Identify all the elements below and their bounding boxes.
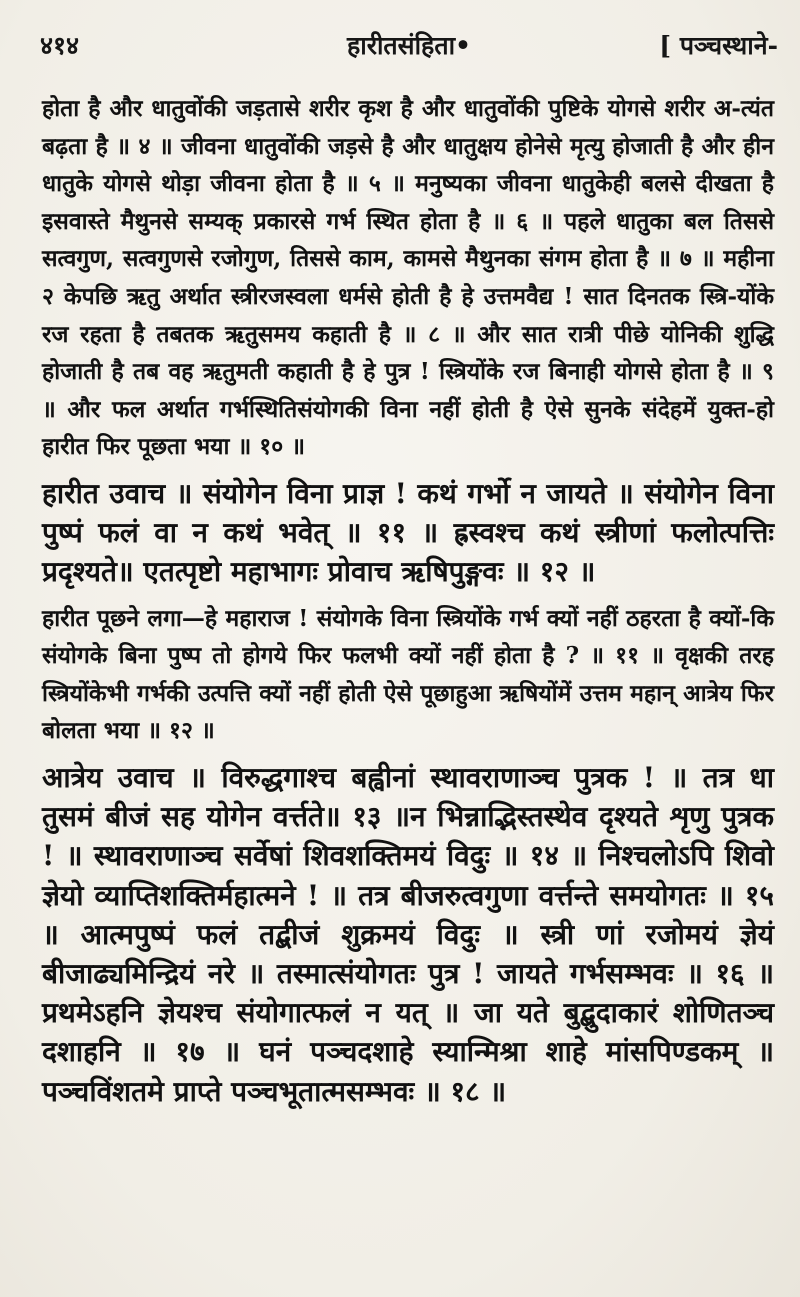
page-number: ४१४ — [40, 31, 80, 60]
commentary-paragraph: होता है और धातुवोंकी जड़तासे शरीर कृश है और धातुवोंकी पुष्टिके योगसे शरीर अ-त्यंत बढ़ता है ॥ ४ ॥ जीवना धातुवोंकी जड़से है और धातुक्षय होनेसे मृत्यु होजाती है और हीन धातुके योगसे थोड़ा जीवना होता है ॥ ५ ॥ मनुष्यका जीवना धातुकेही बलसे दीखता है इसवास्ते मैथुनसे सम्यक् प्रकारसे गर्भ स्थित होता है ॥ ६ ॥ पहले धातुका बल तिससे सत्वगुण, सत्वगुणसे रजोगुण, तिससे काम, कामसे मैथुनका संगम होता है ॥ ७ ॥ महीना २ केपछि ऋतु अर्थात स्त्रीरजस्वला धर्मसे होती है हे उत्तमवैद्य ! सात दिनतक स्त्रि-योंके रज रहता है तबतक ऋतुसमय कहाती है ॥ ८ ॥ और सात रात्री पीछे योनिकी शुद्धि होजाती है तब वह ऋतुमती कहाती है हे पुत्र ! स्त्रियोंके रज बिनाही योगसे होता है ॥ ९ ॥ और फल अर्थात गर्भस्थितिसंयोगकी विना नहीं होती है ऐसे सुनके संदेहमें युक्त-हो हारीत फिर पूछता भया ॥ १० ॥ — [42, 95, 774, 461]
running-title: हारीतसंहिता• — [346, 31, 472, 60]
page-body — [42, 90, 774, 1119]
sanskrit-verse: आत्रेय उवाच ॥ विरुद्धगाश्च बह्वीनां स्थावराणाञ्च पुत्रक ! ॥ तत्र धा तुसमं बीजं सह योगेन वर्त्तते॥ १३ ॥न भिन्नाद्भिस्तस्थेव दृश्यते शृणु पुत्रक ! ॥ स्थावराणाञ्च सर्वेषां शिवशक्तिमयं विदुः ॥ १४ ॥ निश्चलोऽपि शिवो ज्ञेयो व्याप्तिशक्तिर्महात्मने ! ॥ तत्र बीजरुत्वगुणा वर्त्तन्ते समयोगतः ॥ १५ ॥ आत्मपुष्पं फलं तद्बीजं शुक्रमयं विदुः ॥ स्त्री णां रजोमयं ज्ञेयं बीजाढ्यमिन्द्रियं नरे ॥ तस्मात्संयोगतः पुत्र ! जायते गर्भसम्भवः ॥ १६ ॥ प्रथमेऽहनि ज्ञेयश्च संयोगात्फलं न यत् ॥ जा यते बुद्बुदाकारं शोणितञ्च दशाहनि ॥ १७ ॥ घनं पञ्चदशाहे स्यान्मिश्रा शाहे मांसपिण्डकम् ॥ पञ्चविंशतमे प्राप्ते पञ्चभूतात्मसम्भवः ॥ १८ ॥ — [42, 760, 774, 1108]
commentary-paragraph: हारीत पूछने लगा—हे महाराज ! संयोगके विना स्त्रियोंके गर्भ क्यों नहीं ठहरता है क्यों-कि संयोगके बिना पुष्प तो होगये फिर फलभी क्यों नहीं होता है ? ॥ ११ ॥ वृक्षकी तरह स्त्रियोंकेभी गर्भकी उत्पत्ति क्यों नहीं होती ऐसे पूछाहुआ ऋषियोंमें उत्तम महान् आत्रेय फिर बोलता भया ॥ १२ ॥ — [42, 604, 774, 745]
page-header — [40, 24, 778, 64]
section-title: [ पञ्चस्थाने- — [659, 31, 778, 60]
sanskrit-verse: हारीत उवाच ॥ संयोगेन विना प्राज्ञ ! कथं गर्भो न जायते ॥ संयोगेन विना पुष्पं फलं वा न कथं भवेत् ॥ ११ ॥ ह्रस्वश्च कथं स्त्रीणां फलोत्पत्तिः प्रदृश्यते॥ एतत्पृष्टो महाभागः प्रोवाच ऋषिपुङ्गवः ॥ १२ ॥ — [42, 476, 774, 589]
